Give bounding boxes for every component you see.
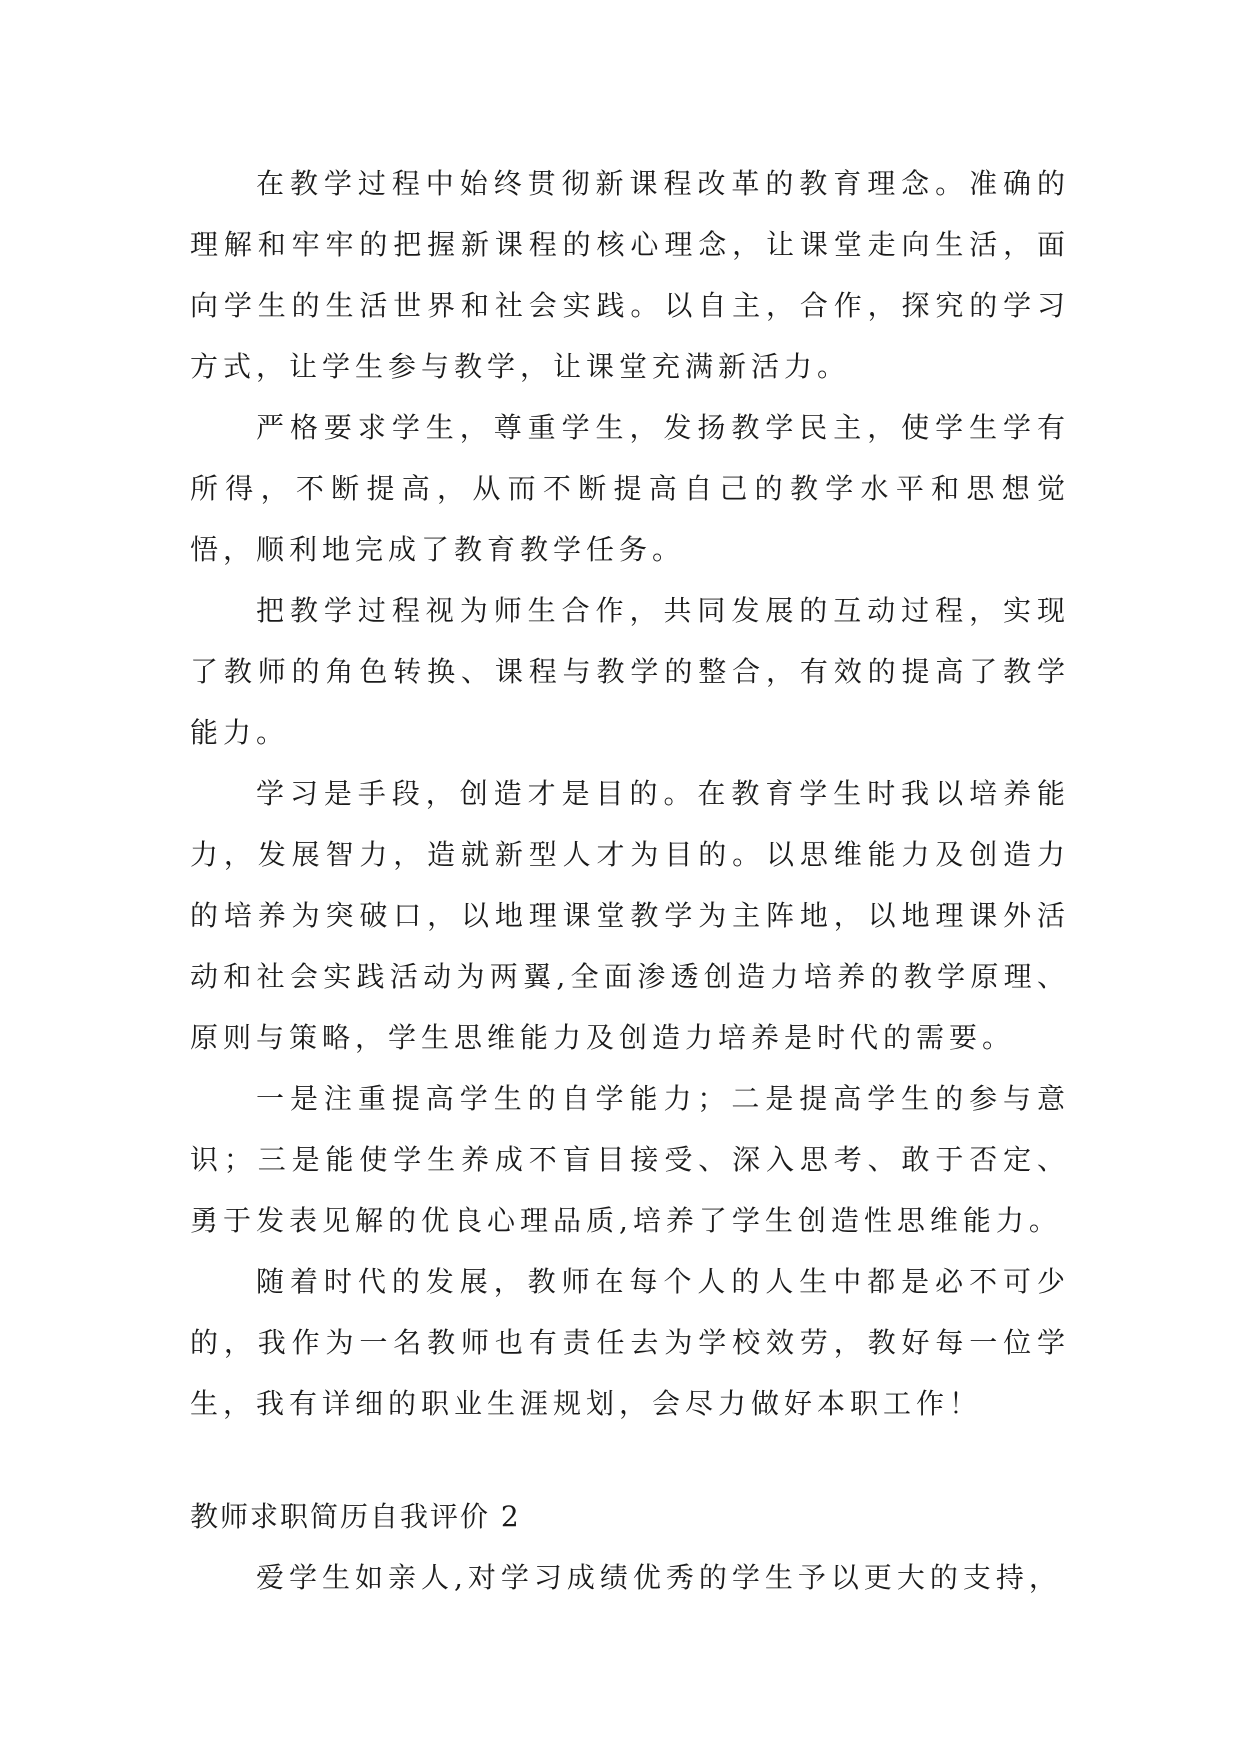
paragraph: 一是注重提高学生的自学能力；二是提高学生的参与意识；三是能使学生养成不盲目接受、深入思考、敢于否定、勇于发表见解的优良心理品质,培养了学生创造性思维能力。 bbox=[190, 1082, 1070, 1237]
paragraph: 在教学过程中始终贯彻新课程改革的教育理念。准确的理解和牢牢的把握新课程的核心理念，让课堂走向生活，面向学生的生活世界和社会实践。以自主，合作，探究的学习方式，让学生参与教学，让课堂充满新活力。 bbox=[190, 167, 1070, 383]
document-body bbox=[190, 153, 1070, 1608]
paragraph: 把教学过程视为师生合作，共同发展的互动过程，实现了教师的角色转换、课程与教学的整合，有效的提高了教学能力。 bbox=[190, 594, 1070, 749]
paragraph: 学习是手段，创造才是目的。在教育学生时我以培养能力，发展智力，造就新型人才为目的。以思维能力及创造力的培养为突破口，以地理课堂教学为主阵地，以地理课外活动和社会实践活动为两翼,全面渗透创造力培养的教学原理、原则与策略，学生思维能力及创造力培养是时代的需要。 bbox=[190, 777, 1070, 1054]
paragraph: 随着时代的发展，教师在每个人的人生中都是必不可少的，我作为一名教师也有责任去为学校效劳，教好每一位学生，我有详细的职业生涯规划，会尽力做好本职工作！ bbox=[190, 1265, 1070, 1420]
paragraph: 爱学生如亲人,对学习成绩优秀的学生予以更大的支持， bbox=[256, 1561, 1062, 1594]
paragraph: 严格要求学生，尊重学生，发扬教学民主，使学生学有所得，不断提高，从而不断提高自己的教学水平和思想觉悟，顺利地完成了教育教学任务。 bbox=[190, 411, 1070, 566]
section-heading: 教师求职简历自我评价 2 bbox=[190, 1500, 521, 1533]
